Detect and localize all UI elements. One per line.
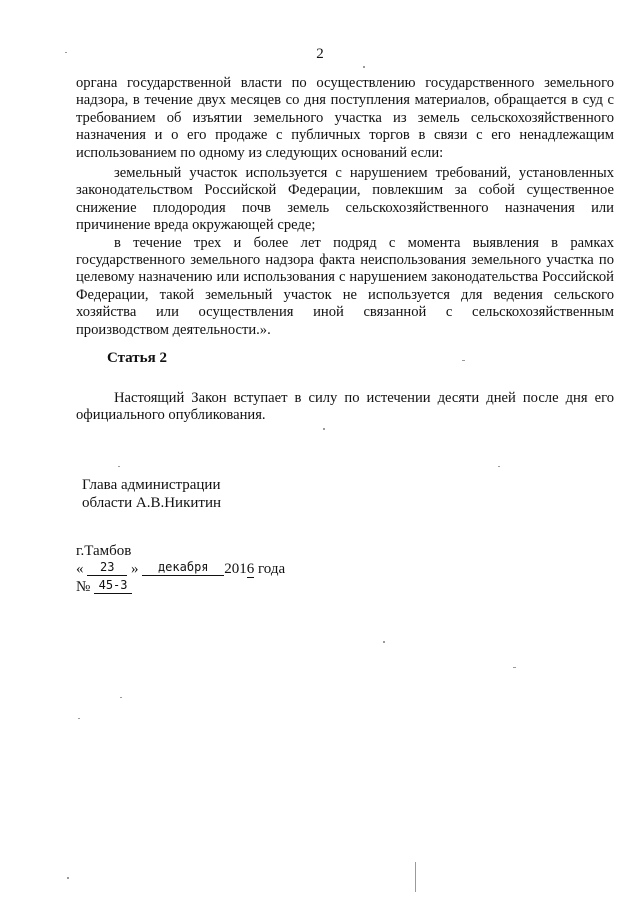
conditions-list <box>76 165 614 339</box>
scan-speck <box>120 697 122 698</box>
date-month-field <box>142 561 224 576</box>
scan-speck <box>462 360 465 361</box>
scan-speck <box>65 52 67 53</box>
date-month: декабря <box>157 560 209 574</box>
page-number: 2 <box>316 46 324 62</box>
scan-speck <box>513 667 516 668</box>
date-year-suffix: 6 <box>246 561 255 577</box>
date-open-quote: « <box>76 561 84 577</box>
signature-title: Глава администрации <box>82 477 221 493</box>
number-value: 45-З <box>98 578 128 592</box>
scan-speck <box>498 466 500 467</box>
article-heading: Статья 2 <box>107 350 167 366</box>
date-close-quote: » <box>131 561 139 577</box>
scan-speck <box>67 877 69 879</box>
condition-paragraph: земельный участок используется с нарушением требований, установленных законодательством Российской Федерации, повлекшим за собой существенное снижение плодородия почв земель сельскохозяйственного назначения или причинение вреда окружающей среде; <box>76 165 614 234</box>
date-year-word: года <box>258 561 286 577</box>
signing-date <box>76 560 285 578</box>
article-text: Настоящий Закон вступает в силу по истечении десяти дней после дня его официального опубликования. <box>76 390 614 424</box>
condition-paragraph: в течение трех и более лет подряд с момента выявления в рамках государственного земельного надзора факта неиспользования земельного участка по целевому назначению или использования с нарушением законодательства Российской Федерации, такой земельный участок не используется для ведения сельского хозяйства или осуществления иной связанной с сельскохозяйственным производством деятельности.». <box>76 234 614 338</box>
scan-speck <box>78 718 80 719</box>
signature-block <box>82 476 221 512</box>
date-day: 23 <box>100 560 115 574</box>
number-field <box>94 579 132 594</box>
paragraph-intro <box>76 75 614 162</box>
date-year-prefix: 201 <box>224 561 247 577</box>
scan-speck <box>118 466 120 467</box>
scan-speck <box>323 428 325 430</box>
signature-name: области А.В.Никитин <box>82 495 222 511</box>
place-of-signing: г.Тамбов <box>76 543 132 559</box>
scan-speck <box>363 66 365 68</box>
law-number <box>76 578 132 596</box>
scan-speck <box>415 862 416 892</box>
scan-speck <box>383 641 385 643</box>
number-label: № <box>76 579 91 595</box>
paragraph-text: органа государственной власти по осуществлению государственного земельного надзора, в течение двух месяцев со дня поступления материалов, обращается в суд с требованием об изъятии земельного участка из земель сельскохозяйственного назначения и о его продаже с публичных торгов в связи с его ненадлежащим использованием по одному из следующих оснований если: <box>76 75 614 161</box>
date-day-field <box>87 561 127 576</box>
article-body <box>76 390 614 425</box>
